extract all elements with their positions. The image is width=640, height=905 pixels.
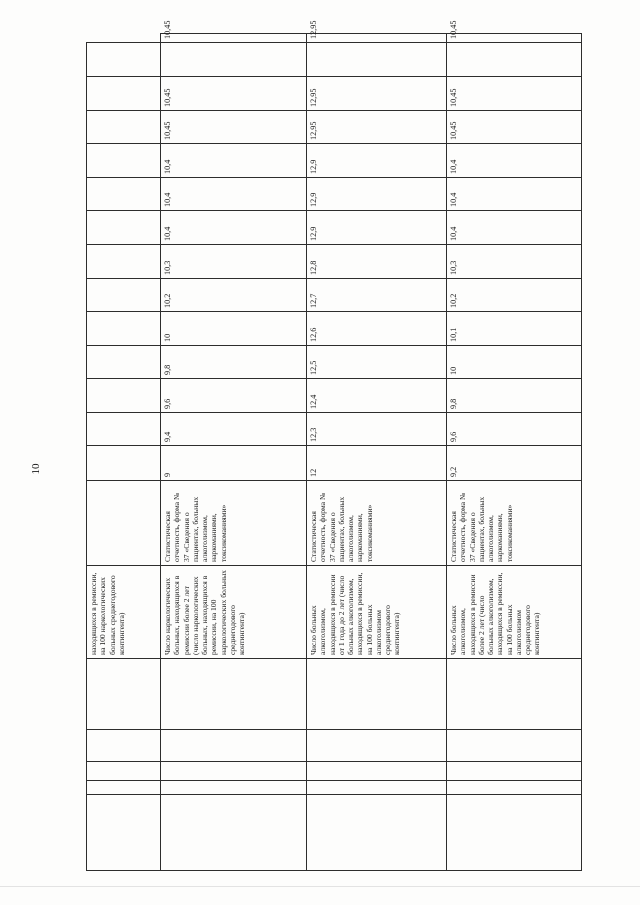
value-cell [87,211,161,245]
value-cell: 10,4 [447,144,582,178]
value-cell: 12,95 [307,77,447,111]
value-cell: 12 [307,446,447,481]
value-cell: 10,2 [447,279,582,312]
value-cell: 10,4 [161,211,307,245]
blank-cell [307,762,447,781]
table-row [161,34,307,871]
blank-cell [161,659,307,730]
value-cell [87,178,161,211]
value-cell: 9,4 [161,413,307,446]
blank-cell [447,659,582,730]
value-cell [447,43,582,77]
page-number: 10 [30,463,42,475]
source-cell [87,481,161,566]
blank-cell [447,795,582,871]
value-cell [87,77,161,111]
value-cell: 9,6 [161,379,307,413]
value-cell: 12,95 [307,34,447,43]
value-cell: 10,45 [161,34,307,43]
value-cell: 10,45 [447,111,582,144]
blank-cell [87,795,161,871]
value-cell: 10,45 [447,77,582,111]
value-cell: 9 [161,446,307,481]
value-cell [87,346,161,379]
blank-cell [307,659,447,730]
value-cell: 12,5 [307,346,447,379]
table-row [87,34,161,871]
blank-cell [161,762,307,781]
value-cell: 9,2 [447,446,582,481]
indicator-name: Число больных алкоголизмом, находящихся в ремиссии более 2 лет (число больных алкоголизмом, находящихся в ремиссии, на 100 больных алкоголизмом среднегодового контингента) [447,566,582,659]
value-cell: 12,3 [307,413,447,446]
blank-cell [87,659,161,730]
value-cell: 10,1 [447,312,582,346]
value-cell: 10,2 [161,279,307,312]
value-cell: 12,8 [307,245,447,279]
value-cell: 12,7 [307,279,447,312]
blank-cell [447,730,582,762]
scan-edge-line [0,886,640,887]
value-cell: 10,3 [447,245,582,279]
blank-cell [161,781,307,795]
value-cell [87,43,161,77]
blank-cell [87,730,161,762]
value-cell: 10,4 [161,178,307,211]
blank-cell [307,730,447,762]
indicator-name: находящихся в ремиссии, на 100 наркологических больных среднегодового контингента) [87,566,161,659]
indicator-name: Число наркологических больных, находящихся в ремиссии более 2 лет (число наркологических больных, находящихся в ремиссии, на 100 наркологических больных среднегодового контингента) [161,566,307,659]
value-cell: 12,9 [307,211,447,245]
blank-cell [87,781,161,795]
value-cell: 10,45 [161,77,307,111]
source-cell: Статистическая отчетность, форма № 37 «Сведения о пациентах, больных алкоголизмом, наркоманиями, токсикоманиями» [447,481,582,566]
value-cell: 12,9 [307,178,447,211]
value-cell: 10 [447,346,582,379]
table-row [447,34,582,871]
value-cell [87,379,161,413]
indicator-table [86,20,582,871]
blank-cell [161,730,307,762]
value-cell: 10,4 [447,211,582,245]
blank-cell [307,795,447,871]
value-cell: 10,4 [161,144,307,178]
source-cell: Статистическая отчетность, форма № 37 «Сведения о пациентах, больных алкоголизмом, наркоманиями, токсикоманиями» [161,481,307,566]
blank-cell [447,781,582,795]
blank-cell [447,762,582,781]
value-cell: 9,6 [447,413,582,446]
blank-cell [161,795,307,871]
value-cell [87,279,161,312]
blank-cell [307,781,447,795]
value-cell: 10,45 [447,34,582,43]
value-cell [161,43,307,77]
value-cell: 10,4 [447,178,582,211]
blank-cell [87,762,161,781]
table-row [307,34,447,871]
value-cell: 12,4 [307,379,447,413]
value-cell [307,43,447,77]
value-cell: 10 [161,312,307,346]
source-cell: Статистическая отчетность, форма № 37 «Сведения о пациентах, больных алкоголизмом, наркоманиями, токсикоманиями» [307,481,447,566]
value-cell: 12,95 [307,111,447,144]
value-cell: 10,3 [161,245,307,279]
value-cell: 12,6 [307,312,447,346]
value-cell: 9,8 [447,379,582,413]
value-cell [87,446,161,481]
value-cell: 12,9 [307,144,447,178]
value-cell: 9,8 [161,346,307,379]
value-cell [87,413,161,446]
value-cell: 10,45 [161,111,307,144]
value-cell [87,312,161,346]
indicator-name: Число больных алкоголизмом, находящихся в ремиссии от 1 года до 2 лет (число больных алкоголизмом, находящихся в ремиссии, на 100 больных алкоголизмом среднегодового контингента) [307,566,447,659]
value-cell [87,245,161,279]
value-cell [87,111,161,144]
value-cell [87,144,161,178]
rotated-table-wrapper [86,20,581,871]
table-frame [86,20,581,871]
